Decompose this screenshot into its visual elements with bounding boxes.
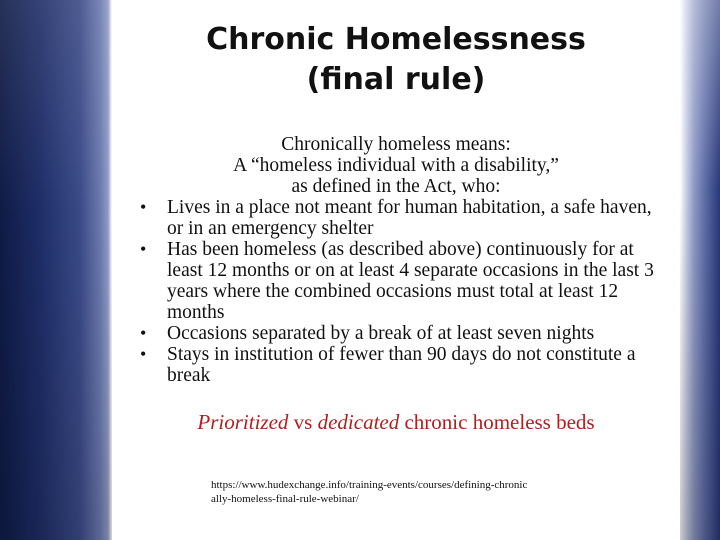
list-item (112, 323, 667, 344)
title-line-1: Chronic Homelessness (206, 22, 586, 57)
list-item-text: Lives in a place not meant for human habitation, a safe haven, or in an emergency shelter (167, 197, 652, 239)
source-link[interactable]: https://www.hudexchange.info/training-events/courses/defining-chronically-homeless-final-rule-webinar/ (211, 479, 528, 505)
slide (112, 0, 680, 540)
dedicated-term: dedicated (317, 410, 400, 434)
intro-line-1: Chronically homeless means: (281, 134, 511, 155)
intro-line-2: A “homeless individual with a disability,” (233, 155, 559, 176)
slide-title (112, 20, 680, 100)
intro-line-3: as defined in the Act, who: (291, 176, 501, 197)
definition-intro (112, 134, 680, 197)
prioritized-mid: vs (288, 410, 318, 434)
list-item-text: Stays in institution of fewer than 90 days do not constitute a break (167, 344, 636, 386)
slide-body (112, 134, 680, 386)
title-line-2: (final rule) (306, 62, 486, 97)
list-item (112, 344, 667, 386)
bullet-icon: • (140, 344, 147, 364)
prioritized-rest: chronic homeless beds (399, 410, 595, 434)
bullet-icon: • (140, 197, 147, 217)
prioritized-term: Prioritized (197, 410, 289, 434)
list-item (112, 197, 667, 239)
prioritized-vs-dedicated-note (112, 410, 680, 435)
criteria-list (112, 197, 680, 386)
bullet-icon: • (140, 323, 147, 343)
list-item-text: Has been homeless (as described above) continuously for at least 12 months or on at least 4 separate occasions in the last 3 years where the combined occasions must total at least 12 months (167, 239, 654, 323)
bullet-icon: • (140, 239, 147, 259)
list-item (112, 239, 667, 323)
list-item-text: Occasions separated by a break of at least seven nights (167, 323, 595, 344)
